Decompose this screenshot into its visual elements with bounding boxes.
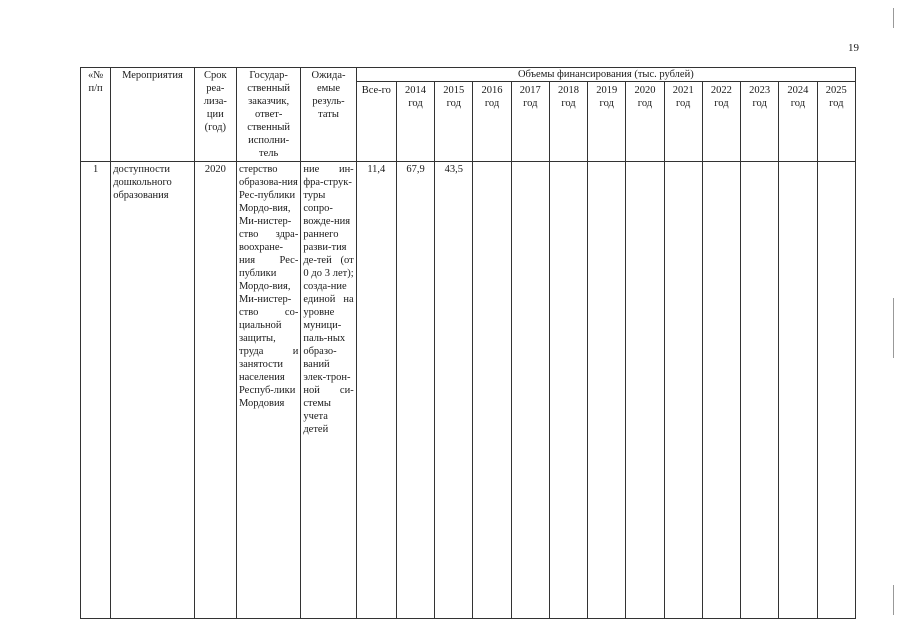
header-funding-group: Объемы финансирования (тыс. рублей) (356, 68, 855, 82)
header-term: Срок реа-лиза-ции (год) (194, 68, 236, 162)
cell-year-value (741, 162, 779, 619)
cell-total: 11,4 (356, 162, 396, 619)
header-year: 2019 год (588, 82, 626, 162)
header-year: 2015 год (435, 82, 473, 162)
cell-year-value: 43,5 (435, 162, 473, 619)
cell-num: 1 (81, 162, 111, 619)
header-num: «№ п/п (81, 68, 111, 162)
header-year: 2024 год (779, 82, 817, 162)
cell-year-value (664, 162, 702, 619)
header-year: 2018 год (549, 82, 587, 162)
cell-results: ние ин-фра-струк-туры сопро-вожде-ния раннего разви-тия де-тей (от 0 до 3 лет); созда-ние единой на уровне муници-паль-ных образо-ваний элек-трон-ной си-стемы учета детей (301, 162, 356, 619)
header-year: 2020 год (626, 82, 664, 162)
header-executor: Государ-ственный заказчик, ответ-ственный исполни-тель (236, 68, 300, 162)
header-year: 2017 год (511, 82, 549, 162)
header-total: Все-го (356, 82, 396, 162)
cell-year-value (702, 162, 740, 619)
scan-artifact (893, 298, 894, 358)
cell-year-value (473, 162, 511, 619)
cell-year-value (549, 162, 587, 619)
funding-table (80, 67, 856, 619)
header-results: Ожида-емые резуль-таты (301, 68, 356, 162)
cell-year-value (511, 162, 549, 619)
scan-artifact (893, 585, 894, 615)
cell-year-value (626, 162, 664, 619)
cell-year-value (588, 162, 626, 619)
cell-term: 2020 (194, 162, 236, 619)
header-event: Мероприятия (111, 68, 195, 162)
header-year: 2016 год (473, 82, 511, 162)
header-year: 2023 год (741, 82, 779, 162)
header-year: 2025 год (817, 82, 855, 162)
header-year: 2022 год (702, 82, 740, 162)
header-year: 2021 год (664, 82, 702, 162)
cell-year-value (817, 162, 855, 619)
cell-event: доступности дошкольного образования (111, 162, 195, 619)
scan-artifact (893, 8, 894, 28)
header-year: 2014 год (396, 82, 434, 162)
page-number: 19 (848, 42, 859, 54)
cell-executor: стерство образова-ния Рес-публики Мордо-вия, Ми-нистер-ство здра-воохране-ния Рес-публики Мордо-вия, Ми-нистер-ство со-циальной защиты, труда и занятости населения Респуб-лики Мордовия (236, 162, 300, 619)
cell-year-value: 67,9 (396, 162, 434, 619)
cell-year-value (779, 162, 817, 619)
table-row (81, 162, 856, 619)
